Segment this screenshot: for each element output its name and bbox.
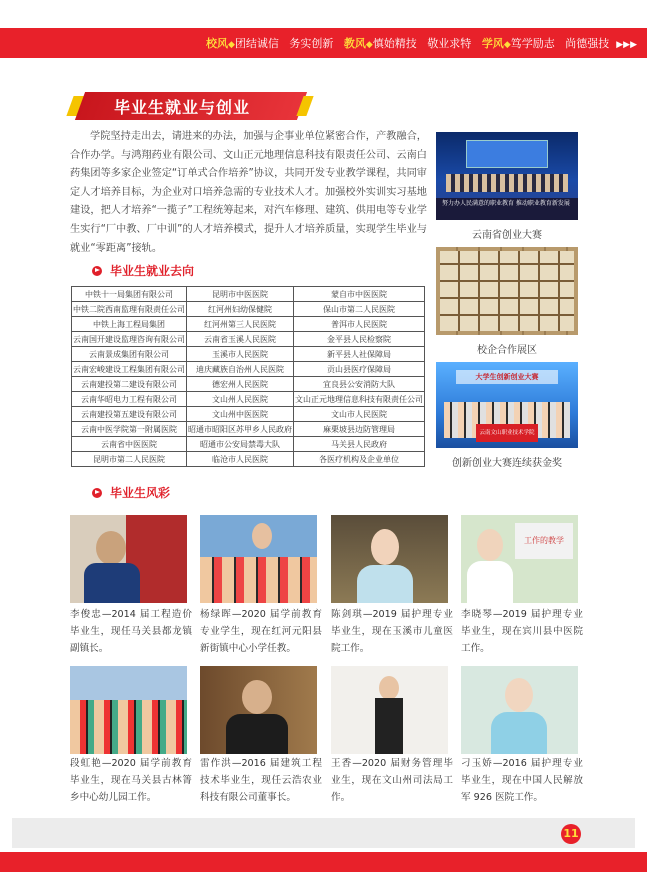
body <box>375 698 403 754</box>
footer-strip <box>12 818 635 848</box>
stage-screen <box>466 140 548 168</box>
graduate-caption: 杨绿晖—2020 届学前教育专业学生，现在红河元阳县新街镇中心小学任教。 <box>200 609 322 654</box>
table-cell: 玉溪市人民医院 <box>187 347 294 362</box>
graduate-photo <box>461 515 578 603</box>
table-cell: 云南景成集团有限公司 <box>72 347 187 362</box>
table-cell: 中铁二院西南监理有限责任公司 <box>72 302 187 317</box>
table-cell: 保山市第二人民医院 <box>294 302 425 317</box>
table-cell: 马关县人民政府 <box>294 437 425 452</box>
flag-text: 云南文山职业技术学院 <box>479 430 535 436</box>
table-cell: 红河州第三人民医院 <box>187 317 294 332</box>
diamond-icon: ◆ <box>365 40 373 50</box>
graduate-photo <box>331 666 448 754</box>
body <box>467 561 513 603</box>
table-cell: 云南华昭电力工程有限公司 <box>72 392 187 407</box>
children <box>70 700 187 754</box>
table-cell: 昆明市第二人民医院 <box>72 452 187 467</box>
graduate-caption: 陈剑琪—2019 届护理专业毕业生，现在玉溪市儿童医院工作。 <box>331 609 453 654</box>
graduates-heading <box>92 484 170 501</box>
children <box>200 557 317 603</box>
table-cell: 新平县人社保障局 <box>294 347 425 362</box>
table-row <box>72 377 425 392</box>
table-cell: 红河州妇幼保健院 <box>187 302 294 317</box>
face <box>371 529 399 565</box>
graduate-caption: 刁玉娇—2016 届护理专业毕业生，现在中国人民解放军 926 医院工作。 <box>461 758 583 803</box>
face <box>379 676 399 700</box>
contest-banner: 努力办人民满意的职业教育 推动职业教育新发展 <box>442 200 570 207</box>
table-cell: 昭通市昭阳区苏甲乡人民政府 <box>187 422 294 437</box>
page-number: 11 <box>561 824 581 844</box>
graduate-photo <box>200 515 317 603</box>
table-row <box>72 392 425 407</box>
play-icon <box>92 488 102 498</box>
body <box>226 714 288 754</box>
employment-heading <box>92 262 194 279</box>
graduate-caption: 李俊忠—2014 届工程造价毕业生，现任马关县都龙镇副镇长。 <box>70 609 192 654</box>
graduate-photo <box>70 666 187 754</box>
table-row <box>72 347 425 362</box>
table-cell: 蒙自市中医医院 <box>294 287 425 302</box>
table-cell: 迪庆藏族自治州人民医院 <box>187 362 294 377</box>
motto-text: 尚德强技 <box>565 37 610 50</box>
motto-text: 务实创新 <box>289 37 334 50</box>
section-title: 毕业生就业与创业 <box>114 98 251 117</box>
footer-band <box>0 852 647 872</box>
graduate-photo <box>331 515 448 603</box>
table-cell: 文山市人民医院 <box>294 407 425 422</box>
table-row <box>72 287 425 302</box>
award-banner: 大学生创新创业大赛 <box>475 373 539 381</box>
body <box>491 712 547 754</box>
award-photo <box>436 362 578 448</box>
stage-people <box>446 174 568 192</box>
table-cell: 云南省玉溪人民医院 <box>187 332 294 347</box>
table-cell: 麻栗坡县边防管理局 <box>294 422 425 437</box>
employment-heading-text: 毕业生就业去向 <box>110 264 195 278</box>
table-row <box>72 302 425 317</box>
graduate-photo <box>70 515 187 603</box>
motto-text: 慎始精技 <box>372 37 417 50</box>
table-cell: 昆明市中医医院 <box>187 287 294 302</box>
motto-label: 教风 <box>343 37 366 50</box>
graduate-caption: 李晓琴—2019 届护理专业毕业生，现在宾川县中医院工作。 <box>461 609 583 654</box>
photo-caption: 创新创业大赛连续获金奖 <box>452 458 562 469</box>
face <box>252 523 272 549</box>
table-cell: 临沧市人民医院 <box>187 452 294 467</box>
table-row <box>72 437 425 452</box>
graduate-photo <box>461 666 578 754</box>
table-cell: 云南宏峻建设工程集团有限公司 <box>72 362 187 377</box>
table-cell: 云南建投第二建设有限公司 <box>72 377 187 392</box>
table-cell: 中铁上海工程局集团 <box>72 317 187 332</box>
table-cell: 云南建投第五建设有限公司 <box>72 407 187 422</box>
table-cell: 云南中医学院第一附属医院 <box>72 422 187 437</box>
table-cell: 各医疗机构及企业单位 <box>294 452 425 467</box>
motto-text: 敬业求特 <box>427 37 472 50</box>
body <box>84 563 140 603</box>
photo-caption: 校企合作展区 <box>477 345 537 356</box>
graduates-heading-text: 毕业生风彩 <box>110 486 171 500</box>
section-banner <box>70 92 310 120</box>
contest-photo <box>436 132 578 220</box>
table-row <box>72 422 425 437</box>
table-cell: 中铁十一局集团有限公司 <box>72 287 187 302</box>
table-cell: 普洱市人民医院 <box>294 317 425 332</box>
exhibition-photo <box>436 247 578 335</box>
face <box>505 678 533 712</box>
face <box>477 529 503 561</box>
wall-sign: 工作的教学 <box>515 523 573 559</box>
exhibition-grid <box>440 251 574 331</box>
table-cell: 宜良县公安消防大队 <box>294 377 425 392</box>
table-row <box>72 317 425 332</box>
motto-label: 学风 <box>481 37 504 50</box>
table-cell: 文山州人民医院 <box>187 392 294 407</box>
intro-paragraph: 学院坚持走出去，请进来的办法，加强与企事业单位紧密合作，产教融合，合作办学。与鸿翔药业有限公司、文山正元地理信息科技有限责任公司、云南白药集团等多家企业签定“订单式合作培养”协议，共同开发专业教学课程，共同审定人才培养目标，为企业对口培养急需的专业技术人才。加强校外实训实习基地建设，把人才培养“一揽子”工程统筹起来，对汽车修理、建筑、供用电等专业学生实行“厂中教、厂中训”的人才培养模式，提升人才培养质量，实现学生毕业与就业“零距离”接轨。 <box>70 131 427 254</box>
graduate-caption: 雷作洪—2016 届建筑工程技术毕业生，现任云浩农业科技有限公司董事长。 <box>200 758 322 803</box>
table-cell: 德宏州人民医院 <box>187 377 294 392</box>
arrows-icon: ▶▶▶ <box>616 40 637 50</box>
diamond-icon: ◆ <box>227 40 235 50</box>
motto-label: 校风 <box>205 37 228 50</box>
table-cell: 云南省中医医院 <box>72 437 187 452</box>
play-icon <box>92 266 102 276</box>
motto-text: 团结诚信 <box>234 37 279 50</box>
school-motto <box>206 35 637 51</box>
table-cell: 文山正元地理信息科技有限责任公司 <box>294 392 425 407</box>
face <box>242 680 272 714</box>
table-cell: 云南国开建设监理咨询有限公司 <box>72 332 187 347</box>
diamond-icon: ◆ <box>503 40 511 50</box>
table-row <box>72 332 425 347</box>
table-cell: 昭通市公安局禁毒大队 <box>187 437 294 452</box>
header-band <box>0 28 647 58</box>
table-cell: 贡山县医疗保障局 <box>294 362 425 377</box>
table-row <box>72 407 425 422</box>
employment-table <box>71 286 425 467</box>
graduate-photo <box>200 666 317 754</box>
table-cell: 文山州中医医院 <box>187 407 294 422</box>
table-row <box>72 452 425 467</box>
face <box>96 531 126 565</box>
award-flag <box>476 424 538 442</box>
table-row <box>72 362 425 377</box>
graduate-caption: 王香—2020 届财务管理毕业生，现在文山州司法局工作。 <box>331 758 453 803</box>
table-cell: 金平县人民检察院 <box>294 332 425 347</box>
motto-text: 笃学励志 <box>510 37 555 50</box>
photo-caption: 云南省创业大赛 <box>472 230 542 241</box>
graduate-caption: 段虹艳—2020 届学前教育毕业生，现在马关县古林箐乡中心幼儿园工作。 <box>70 758 192 803</box>
body <box>357 565 413 603</box>
